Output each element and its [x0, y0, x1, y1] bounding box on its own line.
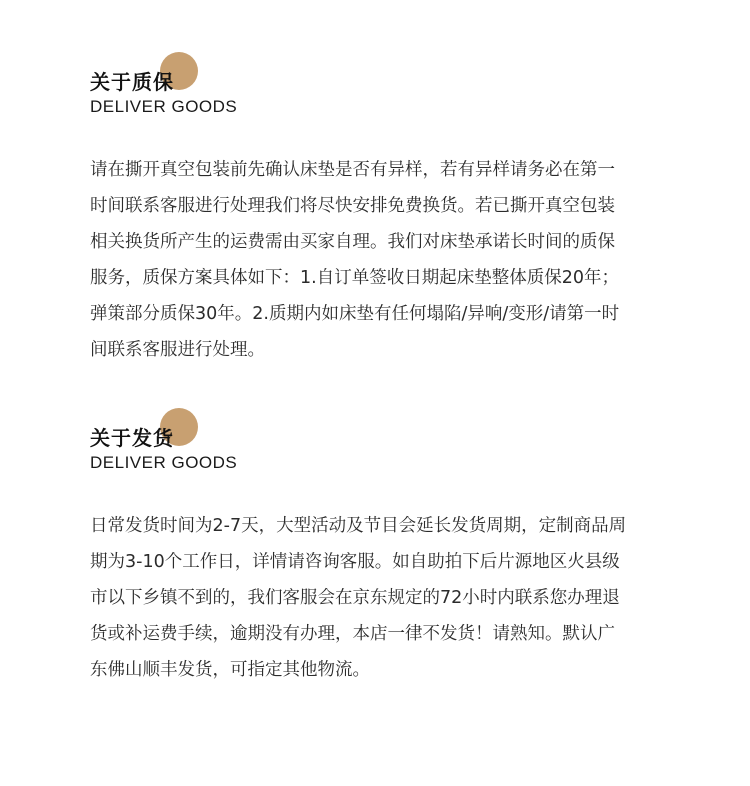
body-line: 间联系客服进行处理。: [90, 340, 265, 360]
body-line: 市以下乡镇不到的，我们客服会在京东规定的72小时内联系您办理退: [90, 588, 620, 608]
body-line: 相关换货所产生的运费需由买家自理。我们对床垫承诺长时间的质保: [90, 232, 615, 252]
body-line: 服务，质保方案具体如下：1.自订单签收日期起床垫整体质保20年；: [90, 268, 619, 288]
body-line: 货或补运费手续，逾期没有办理，本店一律不发货！请熟知。默认广: [90, 624, 615, 644]
body-line: 东佛山顺丰发货，可指定其他物流。: [90, 660, 370, 680]
body-line: 日常发货时间为2-7天，大型活动及节目会延长发货周期，定制商品周: [90, 516, 627, 536]
section-title: 关于发货: [90, 426, 174, 450]
section-body: [90, 152, 670, 368]
section-subtitle: DELIVER GOODS: [90, 97, 238, 116]
body-line: 时间联系客服进行处理我们将尽快安排免费换货。若已撕开真空包装: [90, 196, 615, 216]
body-line: 请在撕开真空包装前先确认床垫是否有异样，若有异样请务必在第一: [90, 160, 615, 180]
section-body: [90, 508, 670, 688]
body-line: 弹策部分质保30年。2.质期内如床垫有任何塌陷/异响/变形/请第一时: [90, 304, 620, 324]
section-subtitle: DELIVER GOODS: [90, 453, 238, 472]
body-line: 期为3-10个工作日，详情请咨询客服。如自助拍下后片源地区火县级: [90, 552, 620, 572]
section-title: 关于质保: [90, 70, 174, 94]
